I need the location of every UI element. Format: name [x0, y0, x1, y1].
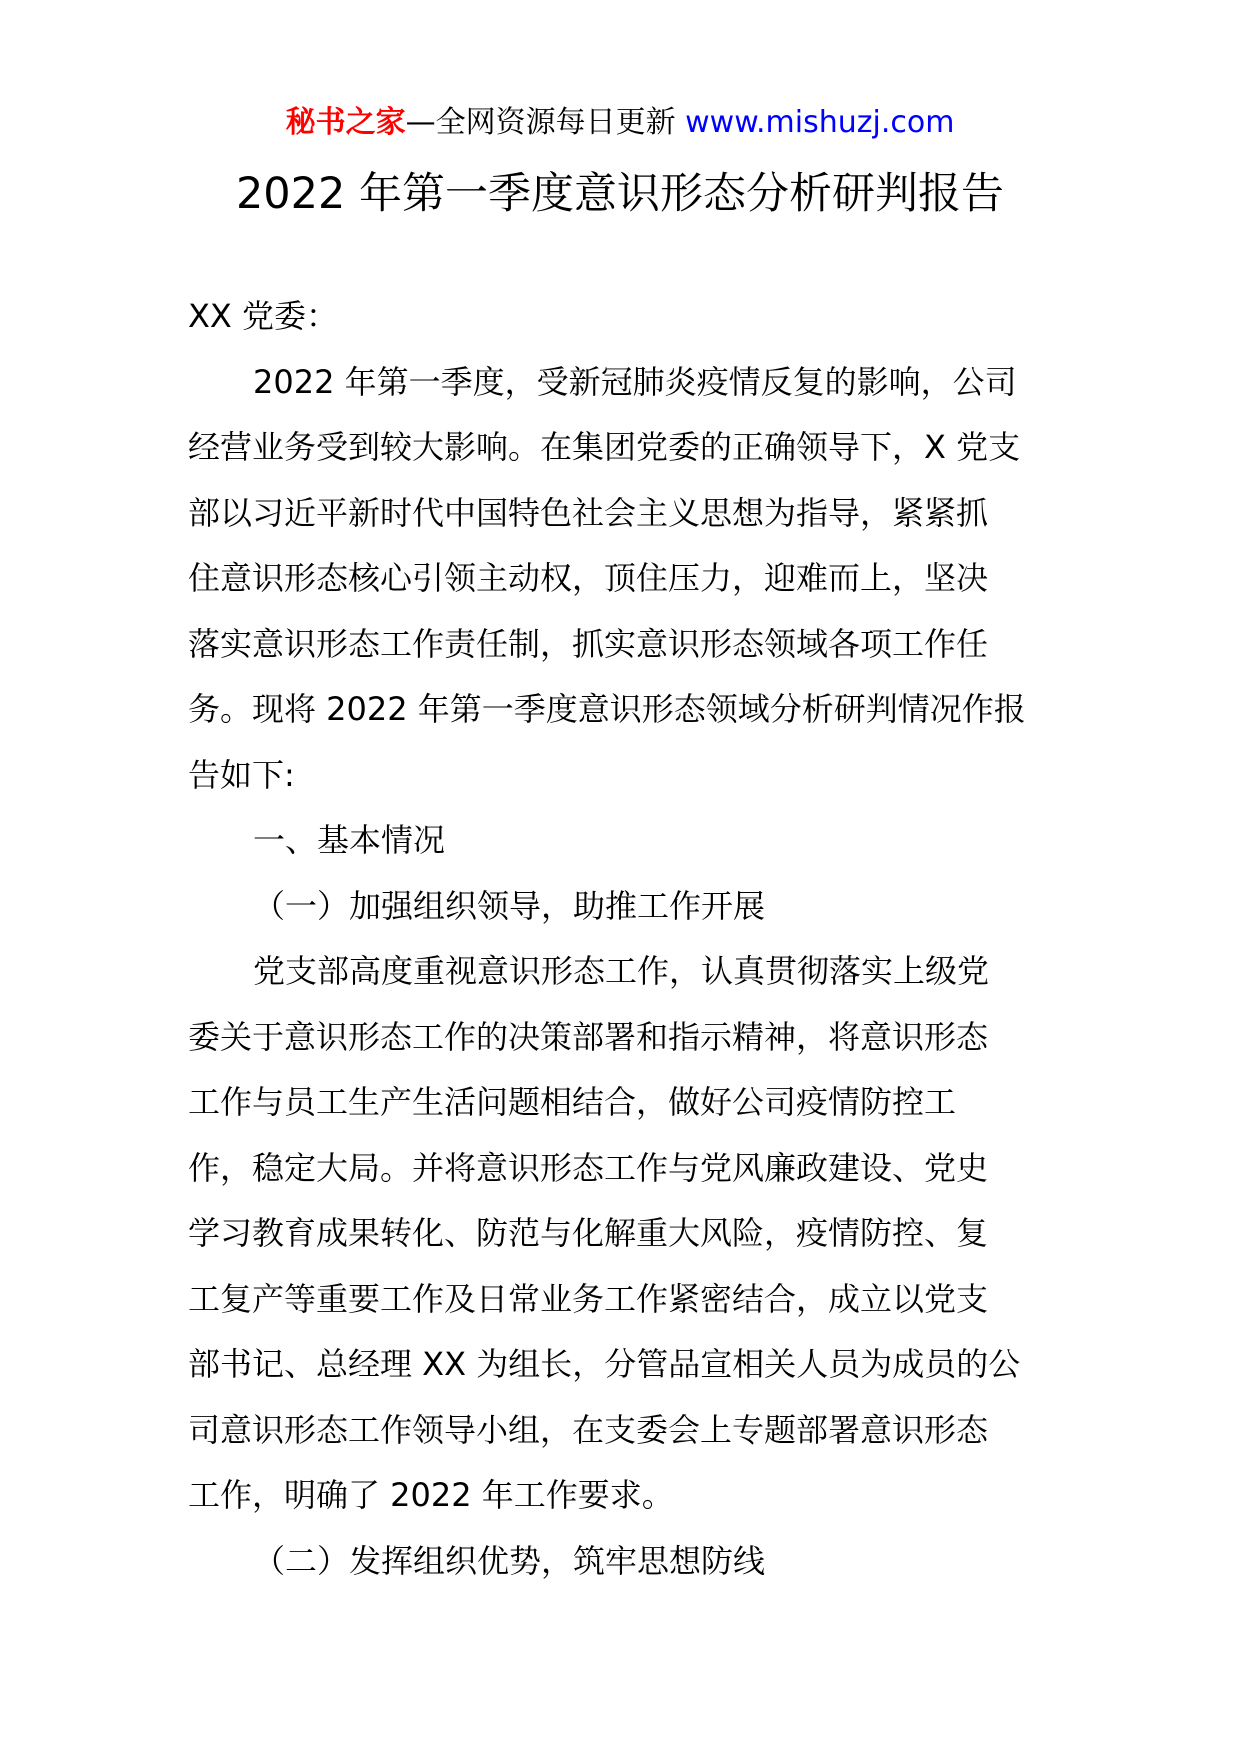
paragraph-line: 告如下:: [188, 755, 295, 794]
paragraph-line: 工作，明确了 2022 年工作要求。: [188, 1476, 674, 1514]
paragraph-line: 务。现将 2022 年第一季度意识形态领域分析研判情况作报: [188, 690, 1026, 728]
paragraph-line: 2022 年第一季度，受新冠肺炎疫情反复的影响，公司: [253, 362, 1017, 401]
site-tagline: —全网资源每日更新: [405, 105, 686, 140]
document-title: 2022 年第一季度意识形态分析研判报告: [235, 169, 1005, 219]
paragraph-line: 委关于意识形态工作的决策部署和指示精神，将意识形态: [188, 1017, 989, 1056]
paragraph-line: 党支部高度重视意识形态工作，认真贯彻落实上级党: [253, 952, 990, 990]
section-heading: 一、基本情况: [253, 821, 446, 859]
subsection-heading: （二）发挥组织优势，筑牢思想防线: [253, 1541, 766, 1580]
paragraph-line: 学习教育成果转化、防范与化解重大风险，疫情防控、复: [188, 1214, 989, 1252]
paragraph-line: 作，稳定大局。并将意识形态工作与党风廉政建设、党史: [188, 1148, 989, 1187]
paragraph-line: 经营业务受到较大影响。在集团党委的正确领导下，X 党支: [188, 428, 1021, 466]
paragraph-line: 部书记、总经理 XX 为组长，分管品宣相关人员为成员的公: [188, 1345, 1021, 1383]
paragraph-line: 落实意识形态工作责任制，抓实意识形态领域各项工作任: [188, 624, 989, 663]
site-brand: 秘书之家: [285, 105, 406, 140]
document-body: [188, 284, 1058, 1594]
paragraph-line: 部以习近平新时代中国特色社会主义思想为指导，紧紧抓: [188, 493, 989, 532]
site-url-link[interactable]: www.mishuzj.com: [685, 105, 955, 140]
subsection-heading: （一）加强组织领导，助推工作开展: [253, 886, 766, 925]
paragraph-line: 工作与员工生产生活问题相结合，做好公司疫情防控工: [188, 1083, 957, 1121]
paragraph-line: 司意识形态工作领导小组，在支委会上专题部署意识形态: [188, 1410, 989, 1449]
salutation: XX 党委：: [188, 297, 339, 335]
paragraph-line: 工复产等重要工作及日常业务工作紧密结合，成立以党支: [188, 1279, 989, 1318]
paragraph-line: 住意识形态核心引领主动权，顶住压力，迎难而上，坚决: [188, 559, 989, 597]
site-banner: [0, 103, 1240, 143]
